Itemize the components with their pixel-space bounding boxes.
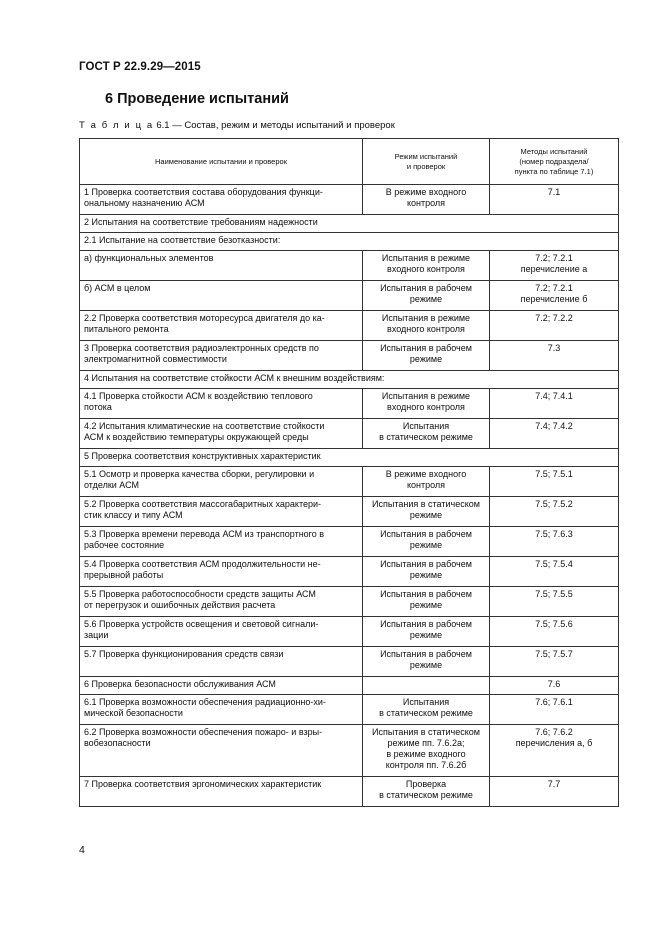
test-method-cell: 7.5; 7.6.3 — [490, 527, 619, 557]
table-row — [80, 419, 619, 449]
test-method-cell: 7.2; 7.2.1 перечисление а — [490, 251, 619, 281]
test-name-cell: 1 Проверка соответствия состава оборудования функци- ональному назначению АСМ — [80, 185, 363, 215]
test-method-cell: 7.6 — [490, 677, 619, 695]
column-header-name: Наименование испытании и проверок — [80, 139, 363, 185]
test-method-cell: 7.6; 7.6.2 перечисления а, б — [490, 725, 619, 777]
test-method-cell: 7.2; 7.2.1 перечисление б — [490, 281, 619, 311]
table-row — [80, 617, 619, 647]
table-row — [80, 215, 619, 233]
test-name-cell: б) АСМ в целом — [80, 281, 363, 311]
test-name-cell: 2.2 Проверка соответствия моторесурса двигателя до ка- питального ремонта — [80, 311, 363, 341]
table-row — [80, 497, 619, 527]
test-method-cell: 7.2; 7.2.2 — [490, 311, 619, 341]
table-row — [80, 449, 619, 467]
test-mode-cell: Испытания в рабочем режиме — [363, 341, 490, 371]
table-row — [80, 557, 619, 587]
test-mode-cell: Испытания в статическом режиме — [363, 695, 490, 725]
test-mode-cell: Испытания в статическом режиме пп. 7.6.2а; в режиме входного контроля пп. 7.6.2б — [363, 725, 490, 777]
table-header-row — [80, 139, 619, 185]
test-name-cell: 5.2 Проверка соответствия массогабаритных характери- стик классу и типу АСМ — [80, 497, 363, 527]
table-row — [80, 527, 619, 557]
table-row — [80, 281, 619, 311]
test-name-cell: 6.1 Проверка возможности обеспечения радиационно-хи- мической безопасности — [80, 695, 363, 725]
test-mode-cell: Испытания в рабочем режиме — [363, 647, 490, 677]
section-row-cell: 2 Испытания на соответствие требованиям надежности — [80, 215, 619, 233]
test-name-cell: 6.2 Проверка возможности обеспечения пожаро- и взры- вобезопасности — [80, 725, 363, 777]
table-row — [80, 389, 619, 419]
table-row — [80, 185, 619, 215]
test-mode-cell: Испытания в режиме входного контроля — [363, 389, 490, 419]
test-mode-cell: Испытания в рабочем режиме — [363, 527, 490, 557]
document-code: ГОСТ Р 22.9.29—2015 — [79, 61, 201, 73]
test-method-cell: 7.4; 7.4.2 — [490, 419, 619, 449]
test-method-cell: 7.3 — [490, 341, 619, 371]
test-mode-cell: Испытания в статическом режиме — [363, 497, 490, 527]
section-row-cell: 2.1 Испытание на соответствие безотказности: — [80, 233, 619, 251]
table-row — [80, 371, 619, 389]
test-mode-cell: Испытания в рабочем режиме — [363, 587, 490, 617]
test-mode-cell: Испытания в рабочем режиме — [363, 617, 490, 647]
table-row — [80, 777, 619, 807]
test-name-cell: а) функциональных элементов — [80, 251, 363, 281]
test-name-cell: 5.7 Проверка функционирования средств связи — [80, 647, 363, 677]
test-name-cell: 5.6 Проверка устройств освещения и световой сигнали- зации — [80, 617, 363, 647]
test-method-cell: 7.6; 7.6.1 — [490, 695, 619, 725]
column-header-method: Методы испытаний (номер подраздела/ пункта по таблице 7.1) — [490, 139, 619, 185]
table-caption — [79, 120, 395, 131]
test-method-cell: 7.5; 7.5.4 — [490, 557, 619, 587]
table-caption-prefix: Т а б л и ц а — [79, 120, 154, 131]
test-name-cell: 4.2 Испытания климатические на соответствие стойкости АСМ к воздействию температуры окружающей среды — [80, 419, 363, 449]
table-row — [80, 725, 619, 777]
test-name-cell: 5.5 Проверка работоспособности средств защиты АСМ от перегрузок и ошибочных действия расчета — [80, 587, 363, 617]
table-row — [80, 311, 619, 341]
test-mode-cell: Испытания в рабочем режиме — [363, 557, 490, 587]
test-mode-cell: В режиме входного контроля — [363, 467, 490, 497]
page-number: 4 — [79, 844, 85, 856]
test-method-cell: 7.5; 7.5.2 — [490, 497, 619, 527]
test-mode-cell — [363, 677, 490, 695]
test-method-cell: 7.7 — [490, 777, 619, 807]
table-row — [80, 647, 619, 677]
test-method-cell: 7.5; 7.5.6 — [490, 617, 619, 647]
test-method-cell: 7.4; 7.4.1 — [490, 389, 619, 419]
table-row — [80, 467, 619, 497]
test-method-cell: 7.5; 7.5.1 — [490, 467, 619, 497]
test-mode-cell: Испытания в режиме входного контроля — [363, 251, 490, 281]
section-title: 6 Проведение испытаний — [105, 91, 289, 107]
test-method-cell: 7.5; 7.5.5 — [490, 587, 619, 617]
test-mode-cell: Испытания в режиме входного контроля — [363, 311, 490, 341]
test-mode-cell: Проверка в статическом режиме — [363, 777, 490, 807]
test-name-cell: 7 Проверка соответствия эргономических характеристик — [80, 777, 363, 807]
test-name-cell: 5.4 Проверка соответствия АСМ продолжительности не- прерывной работы — [80, 557, 363, 587]
test-mode-cell: Испытания в статическом режиме — [363, 419, 490, 449]
table-row — [80, 695, 619, 725]
test-mode-cell: В режиме входного контроля — [363, 185, 490, 215]
table-row — [80, 587, 619, 617]
tests-table — [79, 138, 619, 807]
table-row — [80, 677, 619, 695]
table-row — [80, 233, 619, 251]
table-row — [80, 251, 619, 281]
test-method-cell: 7.1 — [490, 185, 619, 215]
test-name-cell: 6 Проверка безопасности обслуживания АСМ — [80, 677, 363, 695]
table-caption-text: 6.1 — Состав, режим и методы испытаний и проверок — [153, 120, 395, 131]
test-name-cell: 5.1 Осмотр и проверка качества сборки, регулировки и отделки АСМ — [80, 467, 363, 497]
test-name-cell: 4.1 Проверка стойкости АСМ к воздействию теплового потока — [80, 389, 363, 419]
section-row-cell: 5 Проверка соответствия конструктивных характеристик — [80, 449, 619, 467]
test-name-cell: 5.3 Проверка времени перевода АСМ из транспортного в рабочее состояние — [80, 527, 363, 557]
test-mode-cell: Испытания в рабочем режиме — [363, 281, 490, 311]
section-row-cell: 4 Испытания на соответствие стойкости АСМ к внешним воздействиям: — [80, 371, 619, 389]
test-method-cell: 7.5; 7.5.7 — [490, 647, 619, 677]
column-header-mode: Режим испытаний и проверок — [363, 139, 490, 185]
test-name-cell: 3 Проверка соответствия радиоэлектронных средств по электромагнитной совместимости — [80, 341, 363, 371]
table-row — [80, 341, 619, 371]
